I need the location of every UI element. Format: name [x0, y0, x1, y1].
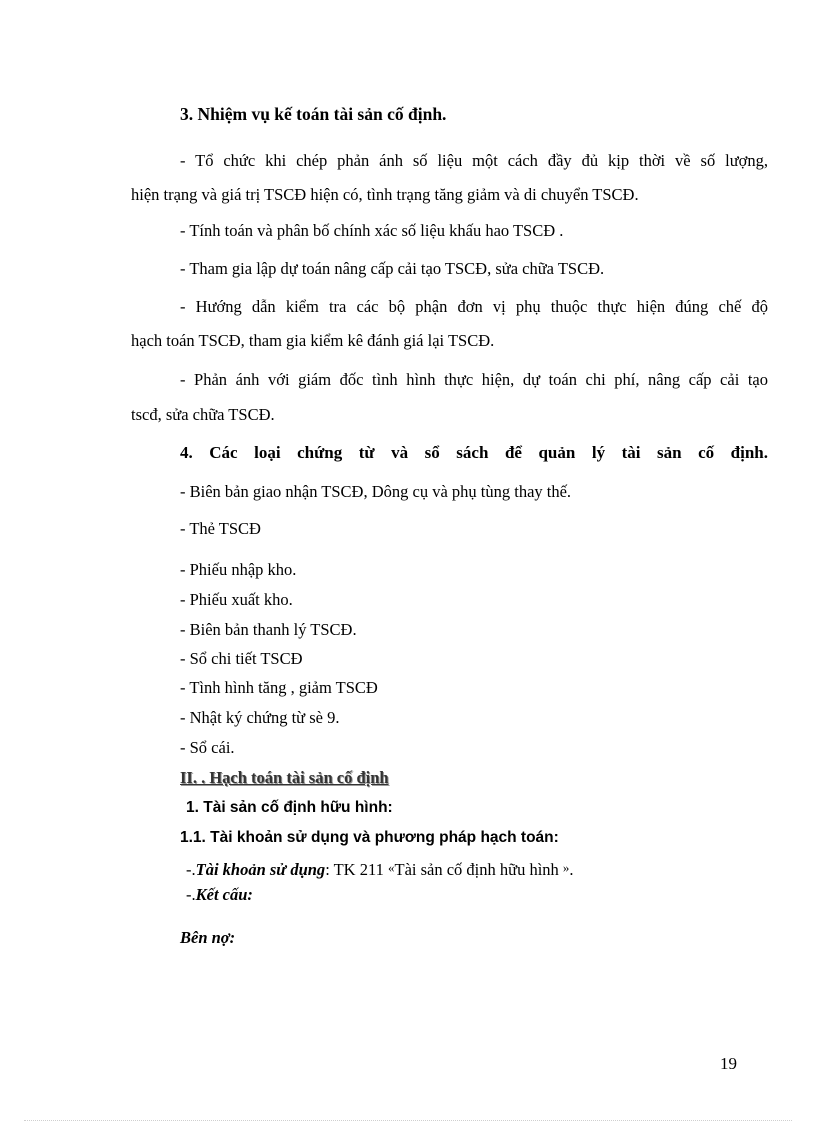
subsection-1-title: 1. Tài sản cố định hữu hình:: [186, 799, 393, 816]
page-bottom-divider: [24, 1120, 792, 1121]
account-end: .: [569, 860, 574, 879]
section-3-paragraph-4-line-1: - Hướng dẫn kiểm tra các bộ phận đơn vị phụ thuộc thực hiện đúng chế độ: [180, 297, 768, 316]
account-prefix: -.: [186, 860, 196, 879]
account-name: Tài sản cố định hữu hình: [394, 860, 563, 879]
document-list-item: - Sổ chi tiết TSCĐ: [180, 649, 303, 668]
section-3-paragraph-4-line-2: hạch toán TSCĐ, tham gia kiểm kê đánh giá lại TSCĐ.: [131, 331, 495, 350]
section-3-paragraph-1-line-1: - Tổ chức khi chép phản ánh số liệu một cách đầy đủ kịp thời về số lượng,: [180, 151, 768, 170]
structure-line: [186, 884, 253, 906]
open-quote: «: [387, 860, 395, 875]
structure-label: Kết cấu:: [195, 885, 253, 904]
structure-prefix: -.: [186, 885, 196, 904]
account-code: : TK 211: [325, 860, 388, 879]
section-3-paragraph-5-line-1: - Phản ánh với giám đốc tình hình thực hiện, dự toán chi phí, nâng cấp cải tạo: [180, 370, 768, 389]
page-number: 19: [720, 1054, 737, 1073]
document-list-item: - Biên bản thanh lý TSCĐ.: [180, 620, 357, 639]
section-3-paragraph-2: - Tính toán và phân bố chính xác số liệu khấu hao TSCĐ .: [180, 221, 564, 240]
document-list-item: - Phiếu nhập kho.: [180, 560, 297, 579]
account-label: Tài khoản sử dụng: [195, 860, 326, 879]
section-3-paragraph-3: - Tham gia lập dự toán nâng cấp cải tạo TSCĐ, sửa chữa TSCĐ.: [180, 259, 605, 278]
section-3-paragraph-1-line-2: hiện trạng và giá trị TSCĐ hiện có, tình trạng tăng giảm và di chuyển TSCĐ.: [131, 185, 639, 204]
account-used-line: [186, 857, 574, 881]
section-3-paragraph-5-line-2: tscđ, sửa chữa TSCĐ.: [131, 405, 275, 424]
document-list-item: - Biên bản giao nhận TSCĐ, Dông cụ và phụ tùng thay thế.: [180, 482, 572, 501]
document-list-item: - Tình hình tăng , giảm TSCĐ: [180, 678, 378, 697]
section-4-title: 4. Các loại chứng từ và sổ sách để quản lý tài sản cố định.: [180, 443, 768, 462]
document-list-item: - Phiếu xuất kho.: [180, 590, 293, 609]
subsection-1-1-title: 1.1. Tài khoản sử dụng và phương pháp hạch toán:: [180, 829, 559, 846]
document-list-item: - Thẻ TSCĐ: [180, 519, 261, 538]
section-3-title: 3. Nhiệm vụ kế toán tài sản cố định.: [180, 104, 447, 124]
part-ii-title: II. . Hạch toán tài sản cố định: [180, 768, 389, 787]
close-quote: »: [562, 860, 570, 875]
document-list-item: - Nhật ký chứng từ sè 9.: [180, 708, 340, 727]
debit-side-label: Bên nợ:: [180, 928, 236, 947]
document-list-item: - Sổ cái.: [180, 738, 235, 757]
